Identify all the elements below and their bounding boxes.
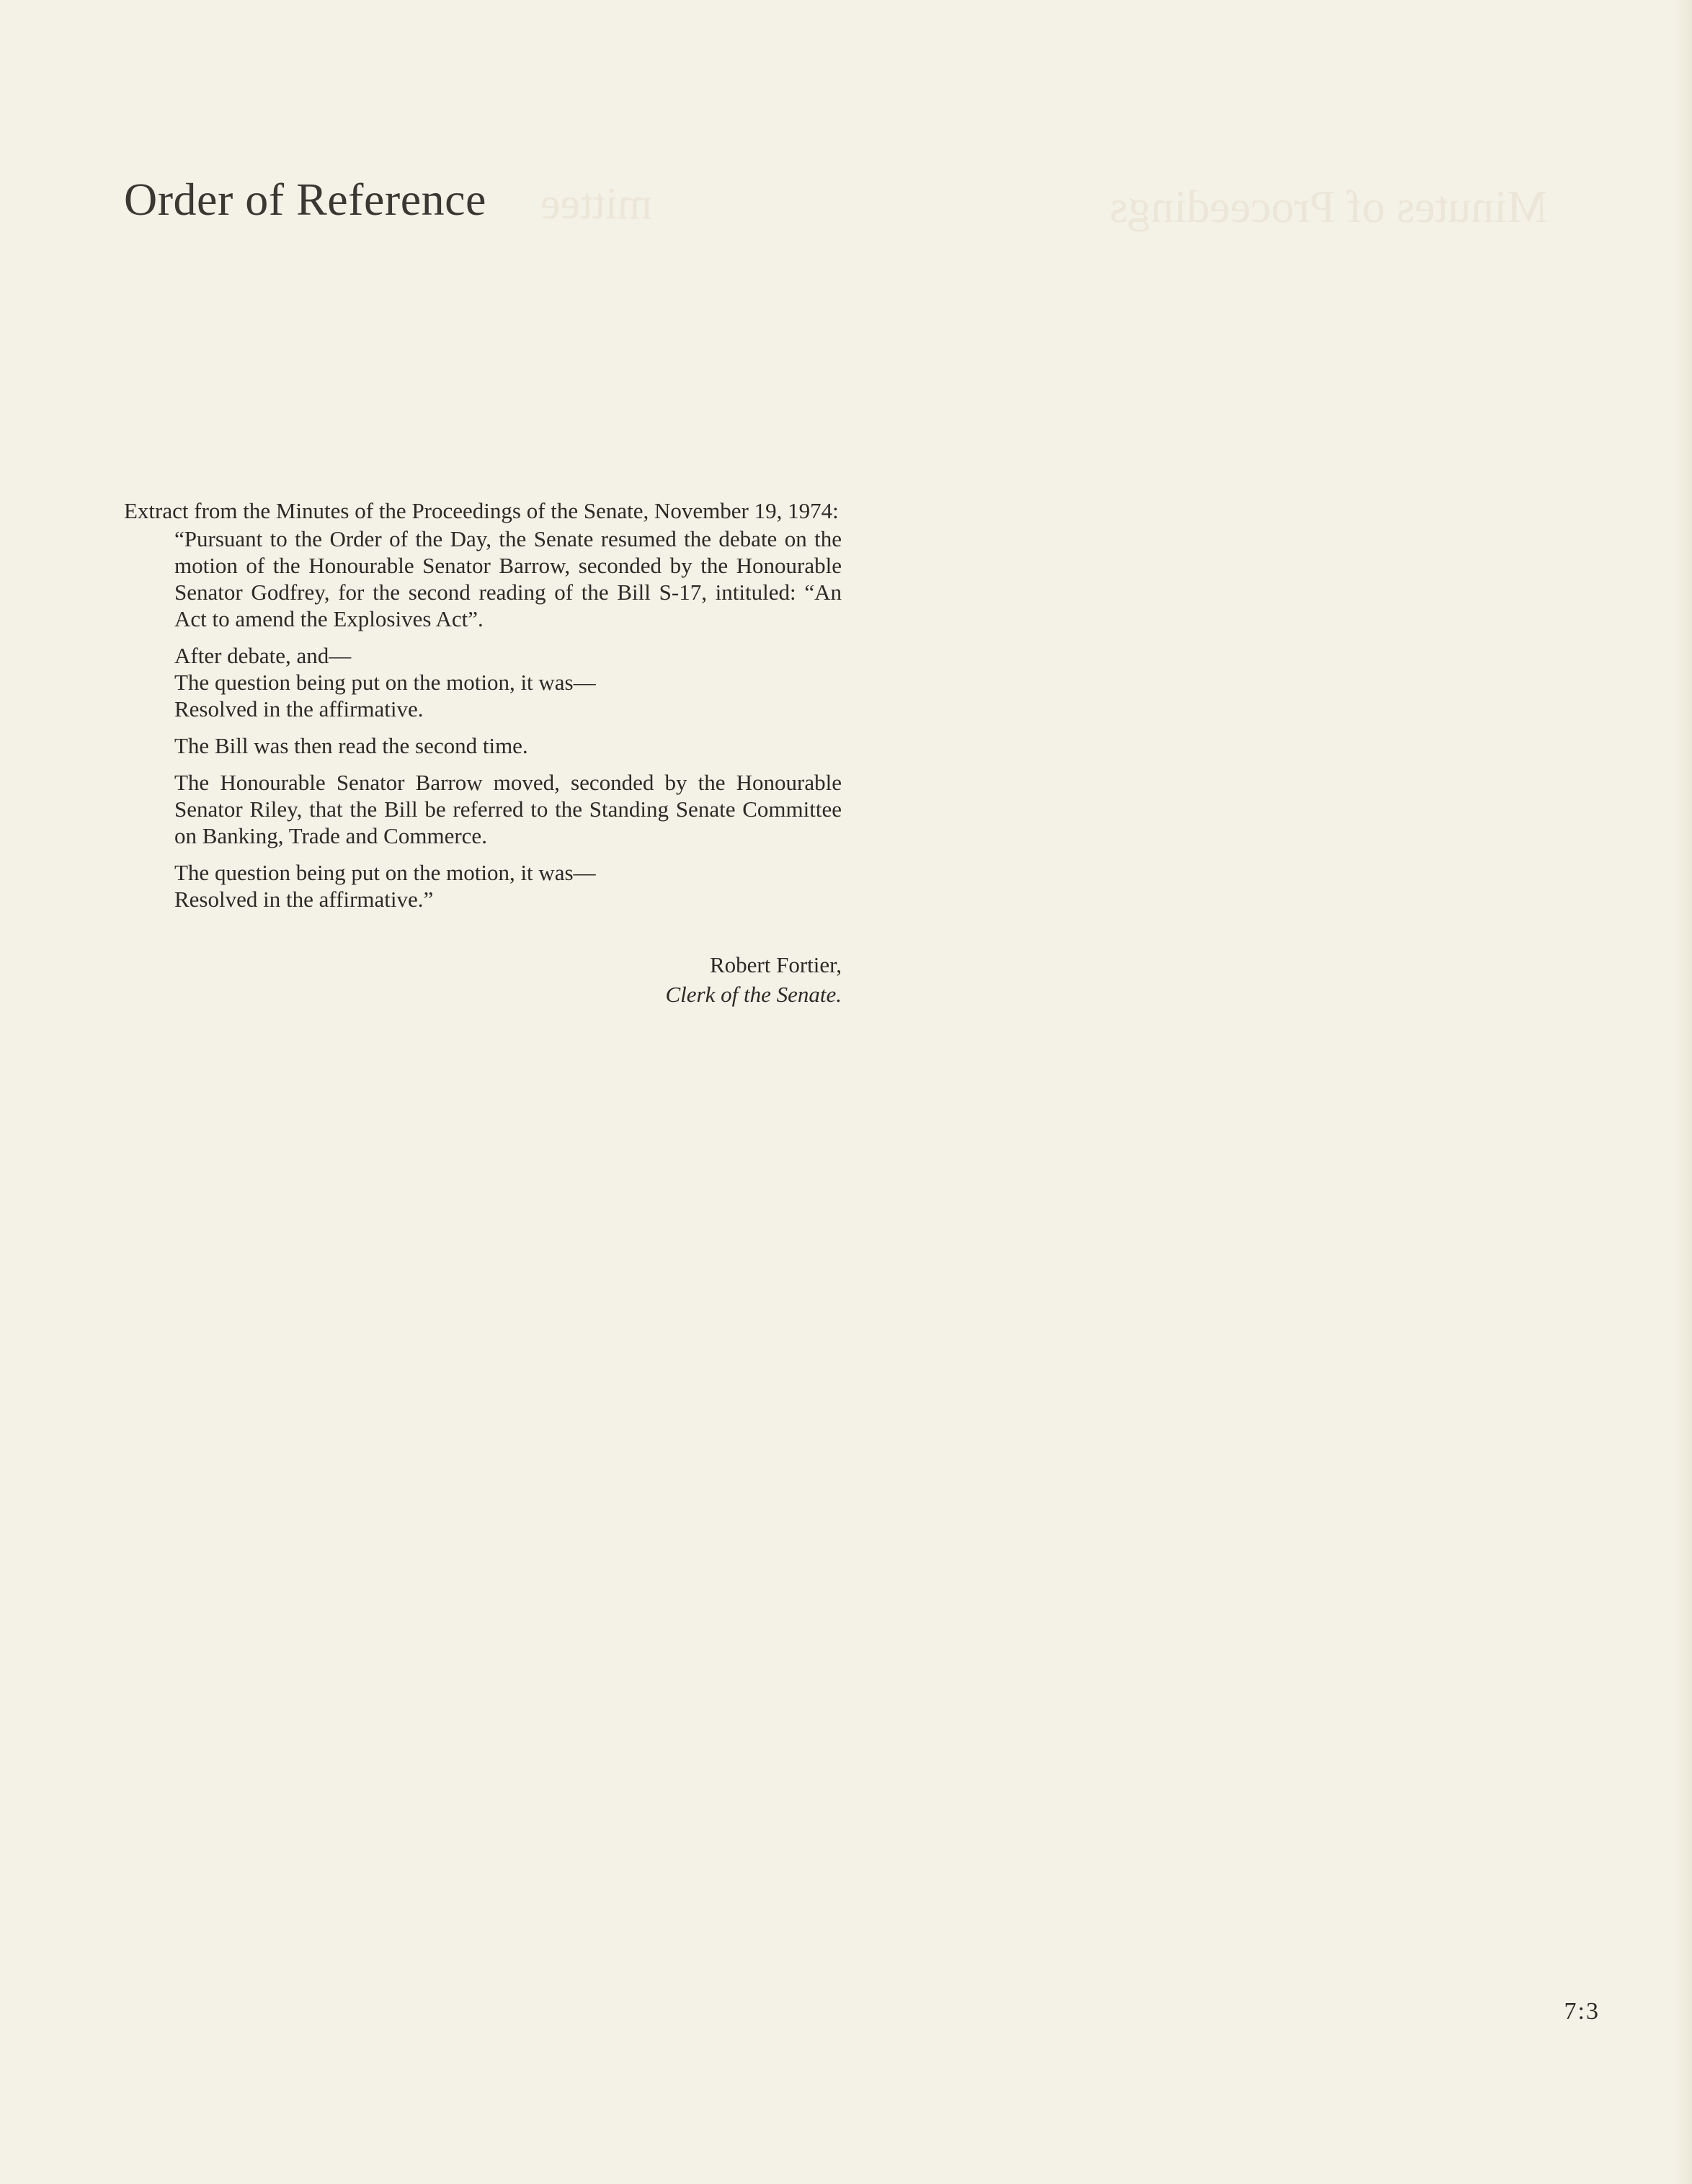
signature-title: Clerk of the Senate. [665,982,842,1007]
show-through-title: Minutes of Proceedings [1110,181,1548,232]
resolved-line-2: Resolved in the affirmative.” [174,887,434,912]
intro-paragraph: Extract from the Minutes of the Proceedings of the Senate, November 19, 1974: [124,498,839,523]
signature-name: Robert Fortier, [709,952,842,977]
second-time-line: The Bill was then read the second time. [174,733,528,758]
after-debate-block [174,642,842,722]
extract-text [124,497,842,1008]
final-question-block [174,859,842,913]
question-line-2: The question being put on the motion, it was— [174,860,596,885]
show-through-fragment: mittee [540,179,652,228]
page-number: 7:3 [1564,1998,1600,2025]
question-line-1: The question being put on the motion, it was— [174,670,596,695]
referral-paragraph: The Honourable Senator Barrow moved, seconded by the Honourable Senator Riley, that the Bill be referred to the Standing Senate Committee on Banking, Trade and Commerce. [174,770,842,848]
after-debate-line: After debate, and— [174,643,352,668]
quoted-motion-paragraph: “Pursuant to the Order of the Day, the Senate resumed the debate on the motion of the Honourable Senator Barrow, seconded by the Honourable Senator Godfrey, for the second reading of the Bill S-17, intituled: “An Act to amend the Explosives Act”. [174,526,842,631]
second-reading-block [174,732,842,759]
page-title: Order of Reference [124,174,486,225]
page-edge [1673,0,1692,2184]
resolved-line-1: Resolved in the affirmative. [174,696,424,722]
